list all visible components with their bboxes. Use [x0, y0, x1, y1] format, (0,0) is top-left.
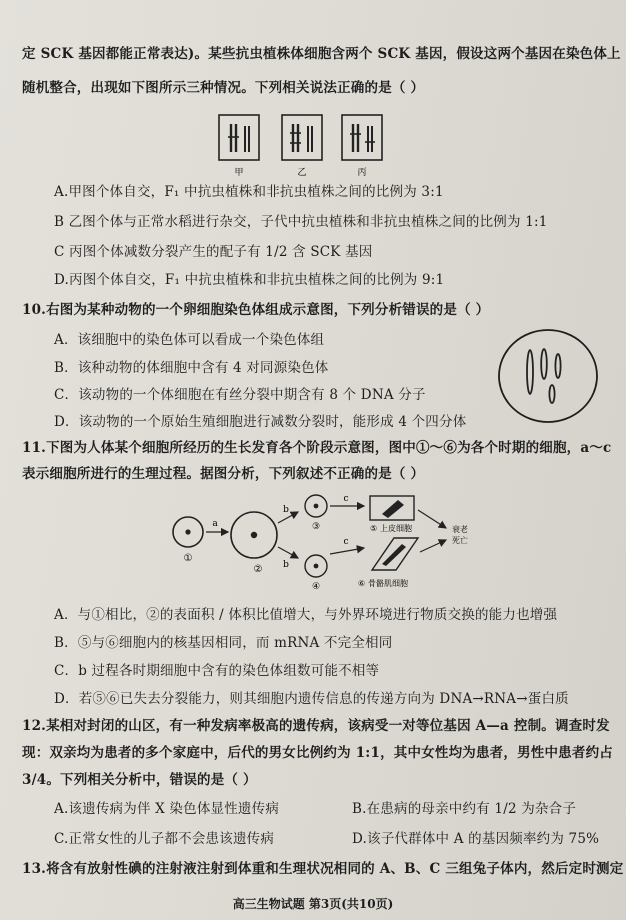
q10-option-b: B．该种动物的体细胞中含有 4 对同源染色体: [54, 360, 329, 376]
cell-3-label: ③: [311, 522, 321, 532]
q10-stem: 10.右图为某种动物的一个卵细胞染色体组成示意图，下列分析错误的是（ ）: [22, 302, 490, 318]
cell-4-label: ④: [311, 582, 321, 592]
label-bing: 丙: [357, 168, 367, 178]
q13-stem-line-1: 13.将含有放射性碘的注射液注射到体重和生理状况相同的 A、B、C 三组兔子体内，然后定时测定: [22, 861, 624, 877]
death-label: 死亡: [452, 536, 468, 545]
egg-cell-figure: [496, 326, 600, 426]
q12-stem-line-2: 现：双亲均为患者的多个家庭中，后代的男女比例约为 1:1，其中女性均为患者，男性中患者约占: [22, 745, 613, 761]
cell-1-label: ①: [183, 553, 193, 564]
cell-6-label: ⑥: [358, 579, 366, 588]
q11-stem-line-1: 11.下图为人体某个细胞所经历的生长发育各个阶段示意图，图中①～⑥为各个时期的细胞，a～c: [22, 440, 612, 456]
q11-option-b: B．⑤与⑥细胞内的核基因相同，而 mRNA 不完全相同: [54, 635, 393, 651]
q12-stem-line-1: 12.某相对封闭的山区，有一种发病率极高的遗传病，该病受一对等位基因 A—a 控制。调查时发: [22, 718, 610, 734]
cell-bing: [342, 115, 382, 160]
q9-option-a: A.甲图个体自交，F₁ 中抗虫植株和非抗虫植株之间的比例为 3:1: [54, 184, 444, 200]
q12-stem-line-3: 3/4。下列相关分析中，错误的是（ ）: [22, 772, 257, 788]
q11-option-a: A．与①相比，②的表面积 / 体积比值增大，与外界环境进行物质交换的能力也增强: [54, 607, 558, 623]
q12-option-d: D.该子代群体中 A 的基因频率约为 75%: [352, 831, 600, 847]
q12-option-b: B.在患病的母亲中约有 1/2 为杂合子: [352, 801, 577, 817]
label-jia: 甲: [234, 168, 244, 178]
q10-option-d: D．该动物的一个原始生殖细胞进行减数分裂时，能形成 4 个四分体: [54, 414, 467, 430]
q10-option-a: A．该细胞中的染色体可以看成一个染色体组: [54, 332, 325, 348]
process-b-top-label: b: [283, 505, 289, 515]
process-b-bottom-label: b: [283, 560, 289, 570]
cell-development-diagram: [168, 490, 488, 600]
q12-option-c: C.正常女性的儿子都不会患该遗传病: [54, 831, 275, 847]
cell-2-label: ②: [253, 564, 263, 575]
label-yi: 乙: [297, 168, 307, 178]
cell-5-label: ⑤: [370, 524, 378, 533]
aging-label: 衰老: [452, 525, 468, 534]
epithelial-cell-label: 上皮细胞: [380, 524, 412, 533]
page-footer: 高三生物试题 第3页(共10页): [232, 897, 394, 911]
intro-line-1: 定 SCK 基因都能正常表达)。某些抗虫植株体细胞含两个 SCK 基因，假设这两个基因在染色体上: [22, 46, 621, 62]
q10-option-c: C．该动物的一个体细胞在有丝分裂中期含有 8 个 DNA 分子: [54, 387, 426, 403]
process-a-label: a: [212, 519, 218, 529]
q11-stem-line-2: 表示细胞所进行的生理过程。据图分析，下列叙述不正确的是（ ）: [22, 466, 425, 482]
chromosome-figure-1: [214, 112, 392, 180]
q11-option-c: C．b 过程各时期细胞中含有的染色体组数可能不相等: [54, 663, 380, 679]
process-c-top-label: c: [343, 494, 349, 504]
muscle-cell-label: 骨骼肌细胞: [368, 579, 408, 588]
process-c-bottom-label: c: [343, 537, 349, 547]
q9-option-c: C 丙图个体减数分裂产生的配子有 1/2 含 SCK 基因: [54, 244, 373, 260]
cell-jia: [219, 115, 259, 160]
q9-option-b: B 乙图个体与正常水稻进行杂交，子代中抗虫植株和非抗虫植株之间的比例为 1:1: [54, 214, 548, 230]
intro-line-2: 随机整合，出现如下图所示三种情况。下列相关说法正确的是（ ）: [22, 80, 425, 96]
q9-option-d: D.丙图个体自交，F₁ 中抗虫植株和非抗虫植株之间的比例为 9:1: [54, 272, 445, 288]
cell-yi: [282, 115, 322, 160]
q12-option-a: A.该遗传病为伴 X 染色体显性遗传病: [54, 801, 280, 817]
q11-option-d: D．若⑤⑥已失去分裂能力，则其细胞内遗传信息的传递方向为 DNA→RNA→蛋白质: [54, 691, 569, 707]
